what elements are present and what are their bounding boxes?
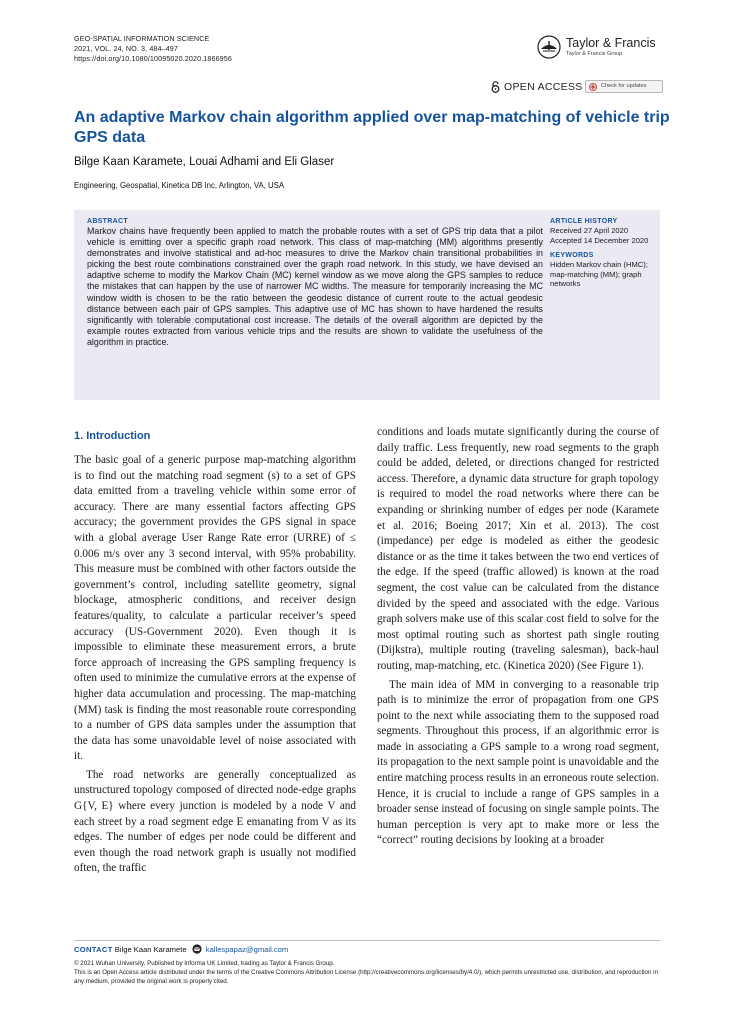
section-heading-introduction: 1. Introduction <box>74 430 151 442</box>
article-sidebar <box>550 217 660 289</box>
journal-volume: 2021, VOL. 24, NO. 3, 484–497 <box>74 44 178 53</box>
publisher-name: Taylor & Francis <box>566 36 656 50</box>
copyright-notice: © 2021 Wuhan University. Published by Informa UK Limited, trading as Taylor & Francis Group. <box>74 960 335 967</box>
journal-meta <box>74 34 232 64</box>
footer-divider <box>74 940 660 941</box>
journal-name: GEO-SPATIAL INFORMATION SCIENCE <box>74 34 210 43</box>
email-envelope-icon <box>192 944 202 954</box>
abstract-heading: ABSTRACT <box>87 218 128 225</box>
check-updates-button[interactable] <box>585 80 663 93</box>
contact-line <box>74 944 288 956</box>
intro-paragraph-3: conditions and loads mutate significantly during the course of daily traffic. Less frequently, new road segments to the graph could be added, deleted, or directions changed for restricted access. Therefore, a dynamic data structure for graph topology is required to model the road networks where there can be expanding or shrinking number of edges per node (Karamete et al. 2016; Boeing 2017; Xin et al. 2013). The cost (impedance) per edge is modeled as either the geodesic distance or as the time it takes between the two end vertices of the edge. If the speed (traffic allowed) is known at the road segment, the cost value can be calculated from the distance divided by the speed and associated with the edge. Various graph solvers make use of this scalar cost field to solve for the most optimal routing such as shortest path single routing (Dijkstra), multiple routing (traveling salesman), back-haul routing, map-matching, etc. (Kinetica 2020) (See Figure 1). <box>377 426 659 672</box>
open-access-lock-icon <box>491 81 500 93</box>
access-row <box>491 80 663 94</box>
accepted-date: Accepted 14 December 2020 <box>550 235 649 245</box>
contact-name: Bilge Kaan Karamete <box>114 945 187 954</box>
keywords-text: Hidden Markov chain (HMC); map-matching (MM); graph networks <box>550 260 648 289</box>
doi-link[interactable]: https://doi.org/10.1080/10095020.2020.1866956 <box>74 54 232 63</box>
intro-paragraph-4: The main idea of MM in converging to a reasonable trip path is to minimize the error of propagation from one GPS point to the next while associating them to the supposed road segments. Throughout this process, if an algorithmic error is made in associating a GPS sample to a wrong road segment, its propagation to the next sample point is unavoidable and the entire matching process results in an erroneous route selection. Hence, it is crucial to include a range of GPS samples in a broader sense instead of focusing on single sample points. The human perception is very apt to make more or less the “correct” routing decisions by looking at a broader <box>377 678 659 847</box>
publisher-emblem-icon <box>536 35 562 59</box>
article-title: An adaptive Markov chain algorithm applied over map-matching of vehicle trip GPS data <box>74 109 670 146</box>
article-history-heading: ARTICLE HISTORY <box>550 218 618 225</box>
publisher-group: Taylor & Francis Group <box>566 51 623 57</box>
article-authors: Bilge Kaan Karamete, Louai Adhami and Eli Glaser <box>74 156 335 168</box>
open-access-label: OPEN ACCESS <box>504 81 583 93</box>
received-date: Received 27 April 2020 <box>550 226 629 235</box>
contact-label: CONTACT <box>74 945 113 954</box>
article-affiliation: Engineering, Geospatial, Kinetica DB Inc, Arlington, VA, USA <box>74 181 285 190</box>
publisher-logo[interactable] <box>536 35 666 59</box>
license-notice: This is an Open Access article distributed under the terms of the Creative Commons Attribution License (http://creativecommons.org/licenses/by/4.0/), which permits unrestricted use, distribution, and reproduction in any medium, provided the original work is properly cited. <box>74 969 658 985</box>
keywords-heading: KEYWORDS <box>550 252 594 260</box>
intro-paragraph-2: The road networks are generally conceptualized as unstructured topology composed of directed node-edge graphs G{V, E} where every junction is modeled by a node V and each street by a road segment edge E emanating from V as its edges. The number of edges per node could be different and even though the road network graph is usually not modified often, the traffic <box>74 768 356 875</box>
check-updates-label: Check for updates <box>601 83 647 89</box>
crossmark-icon <box>589 83 597 91</box>
body-column-right <box>377 425 659 849</box>
abstract-section <box>87 217 543 348</box>
abstract-box <box>74 210 660 400</box>
intro-paragraph-1: The basic goal of a generic purpose map-matching algorithm is to find out the matching road segment (s) to a set of GPS data emitted from a traveling vehicle within some error of accuracy. There are many essential factors affecting GPS accuracy; the government provides the GPS signal in space with a global average User Range Rate error (URRE) of ≤ 0.006 m/s over any 3 second interval, with 95% probability. This measure must be combined with other factors outside the government’s control, including satellite geometry, signal blockage, atmospheric conditions, and receiver design features/quality, to calculate a particular receiver’s speed accuracy (US-Government 2020). Even though it is impossible to eliminate these measurement errors, a brute force approach of increasing the GPS sampling frequency is often used to minimize the cumulative errors at the expense of higher data accumulation and processing. The map-matching (MM) task is finding the most reasonable route corresponding to a number of GPS data samples under the assumption that the data has some unavoidable level of noise associated with it. <box>74 454 356 763</box>
body-column-left <box>74 428 356 877</box>
abstract-text: Markov chains have frequently been applied to match the probable routes with a set of GPS trip data that a pilot vehicle is emitting over a specific graph road network. This class of map-matching (MM) algorithms presently demonstrates and involve statistical and ad-hoc measures to drive the Markov chain transitional probabilities in picking the best route combinations constrained over the graph road network. In this study, we have devised an adaptive scheme to modify the Markov Chain (MC) kernel window as we move along the GPS samples to reduce the mistakes that can happen by the use of narrower MC widths. The measure for temporarily increasing the MC window width is chosen to be the ratio between the geodesic distance of current route to the actual geodesic distance between each pair of GPS samples. This adaptive use of MC has shown to have hardened the results significantly with tolerable computational cost increase. The details of the overall algorithm are depicted by the example routes extracted from various vehicle trips and the results are shown to validate the usefulness of the algorithm in practice. <box>87 226 543 347</box>
contact-email-link[interactable]: kallespapaz@gmail.com <box>205 945 289 954</box>
